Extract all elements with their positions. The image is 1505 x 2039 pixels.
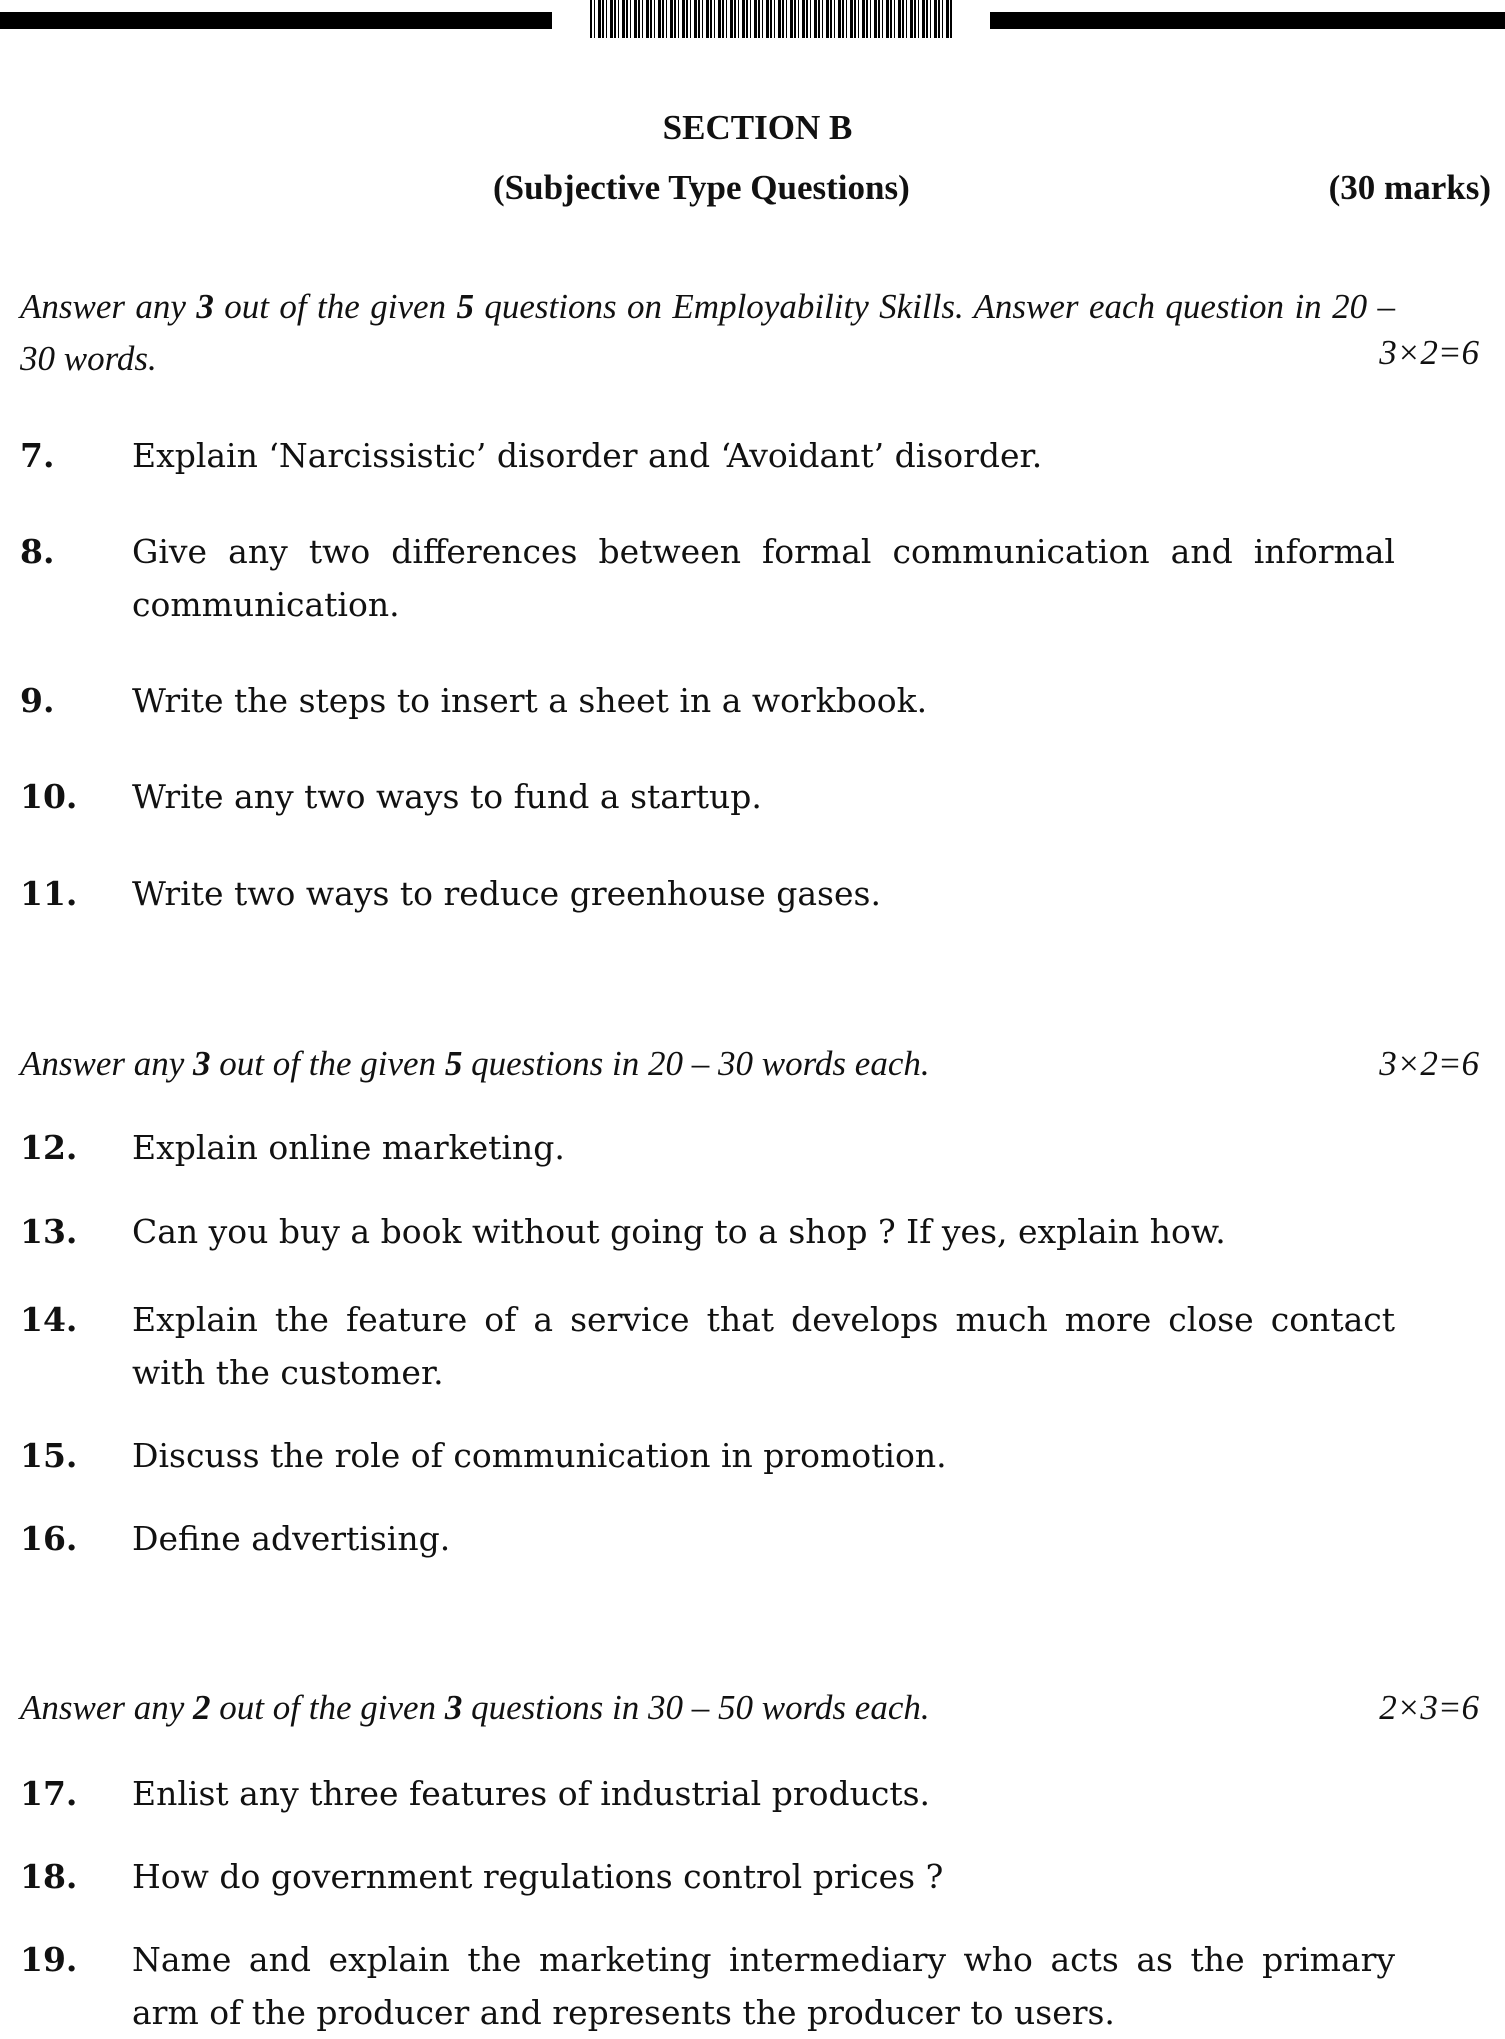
question-13: 13. Can you buy a book without going to a shop ? If yes, explain how. [20,1212,1226,1251]
group-1-marks: 3×2=6 [1379,333,1479,372]
group-1-instruction: Answer any 3 out of the given 5 questions on Employability Skills. Answer each question in 20 – 30 words. [20,287,1395,378]
question-8: 8. Give any two differences between formal communication and informal communication. [20,532,1395,624]
barcode [590,0,953,38]
section-marks: (30 marks) [1328,168,1491,207]
header-rule-left [0,12,552,29]
question-9: 9. Write the steps to insert a sheet in a workbook. [20,681,928,720]
section-subtitle: (Subjective Type Questions) [493,168,910,207]
question-10: 10. Write any two ways to fund a startup. [20,777,762,816]
group-3-marks: 2×3=6 [1379,1688,1479,1727]
question-18: 18. How do government regulations control prices ? [20,1857,944,1896]
question-11: 11. Write two ways to reduce greenhouse gases. [20,874,881,913]
question-19: 19. Name and explain the marketing intermediary who acts as the primary arm of the producer and represents the producer to users. [20,1940,1395,2032]
question-16: 16. Define advertising. [20,1519,451,1558]
group-2-marks: 3×2=6 [1379,1044,1479,1083]
question-7: 7. Explain ‘Narcissistic’ disorder and ‘Avoidant’ disorder. [20,436,1043,475]
question-14: 14. Explain the feature of a service that develops much more close contact with the customer. [20,1300,1395,1392]
question-15: 15. Discuss the role of communication in promotion. [20,1436,947,1475]
group-2-instruction: Answer any 3 out of the given 5 questions in 20 – 30 words each. [20,1044,930,1083]
question-12: 12. Explain online marketing. [20,1128,565,1167]
header-rule-right [990,12,1505,29]
group-3-instruction: Answer any 2 out of the given 3 questions in 30 – 50 words each. [20,1688,930,1727]
section-title: SECTION B [662,108,853,147]
question-17: 17. Enlist any three features of industrial products. [20,1774,931,1813]
